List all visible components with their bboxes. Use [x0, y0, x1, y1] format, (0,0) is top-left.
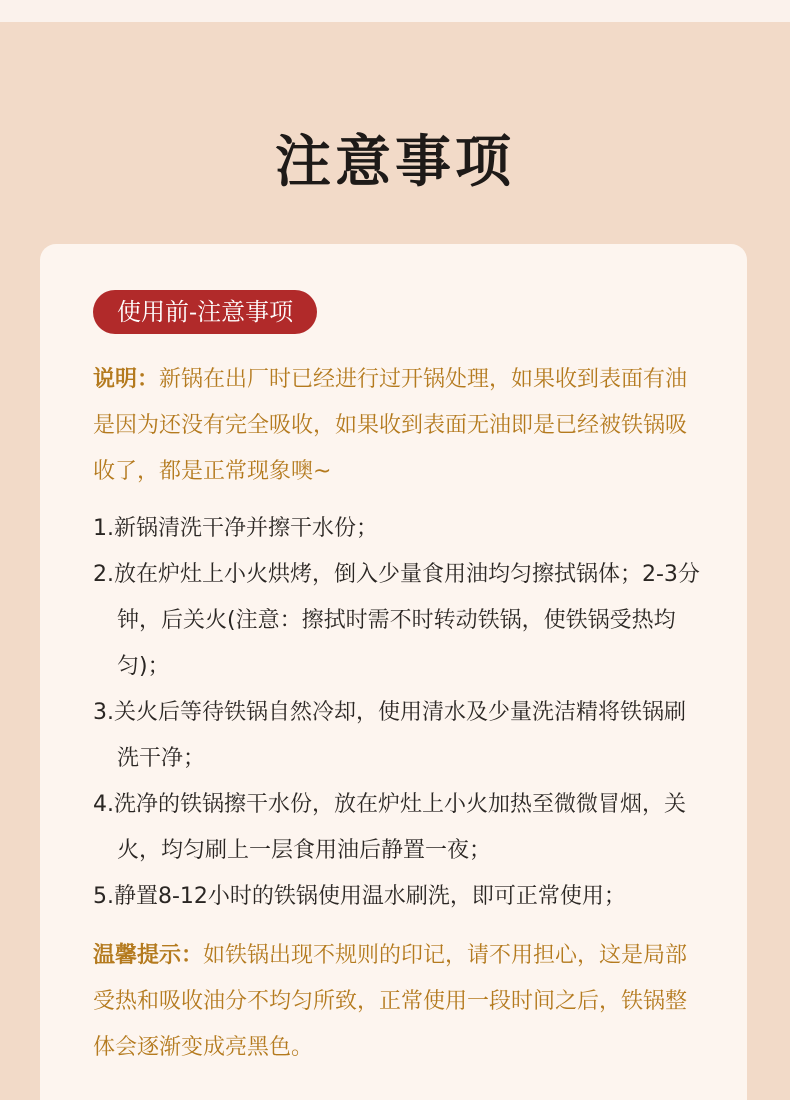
step-item: 4.洗净的铁锅擦干水份，放在炉灶上小火加热至微微冒烟，关火，均匀刷上一层食用油后静置一夜；	[93, 792, 686, 863]
notice-card	[40, 244, 747, 1100]
step-item: 2.放在炉灶上小火烘烤，倒入少量食用油均匀擦拭锅体；2-3分钟，后关火(注意：擦拭时需不时转动铁锅，使铁锅受热均匀)；	[93, 562, 700, 679]
top-strip	[0, 0, 790, 22]
step-item: 1.新锅清洗干净并擦干水份；	[93, 516, 378, 541]
description-label: 说明：	[93, 367, 160, 392]
step-item: 5.静置8-12小时的铁锅使用温水刷洗，即可正常使用；	[93, 884, 626, 909]
description-text: 新锅在出厂时已经进行过开锅处理，如果收到表面有油是因为还没有完全吸收，如果收到表面无油即是已经被铁锅吸收了，都是正常现象噢~	[93, 367, 688, 484]
tip-note	[93, 933, 703, 1071]
section-badge: 使用前-注意事项	[93, 290, 317, 334]
description-note	[93, 357, 703, 495]
tip-label: 温馨提示：	[93, 943, 204, 968]
tip-text: 如铁锅出现不规则的印记，请不用担心，这是局部受热和吸收油分不均匀所致，正常使用一段时间之后，铁锅整体会逐渐变成亮黑色。	[93, 943, 688, 1060]
step-item: 3.关火后等待铁锅自然冷却，使用清水及少量洗洁精将铁锅刷洗干净；	[93, 700, 686, 771]
steps-list	[93, 506, 703, 920]
page-title: 注意事项	[275, 129, 515, 195]
